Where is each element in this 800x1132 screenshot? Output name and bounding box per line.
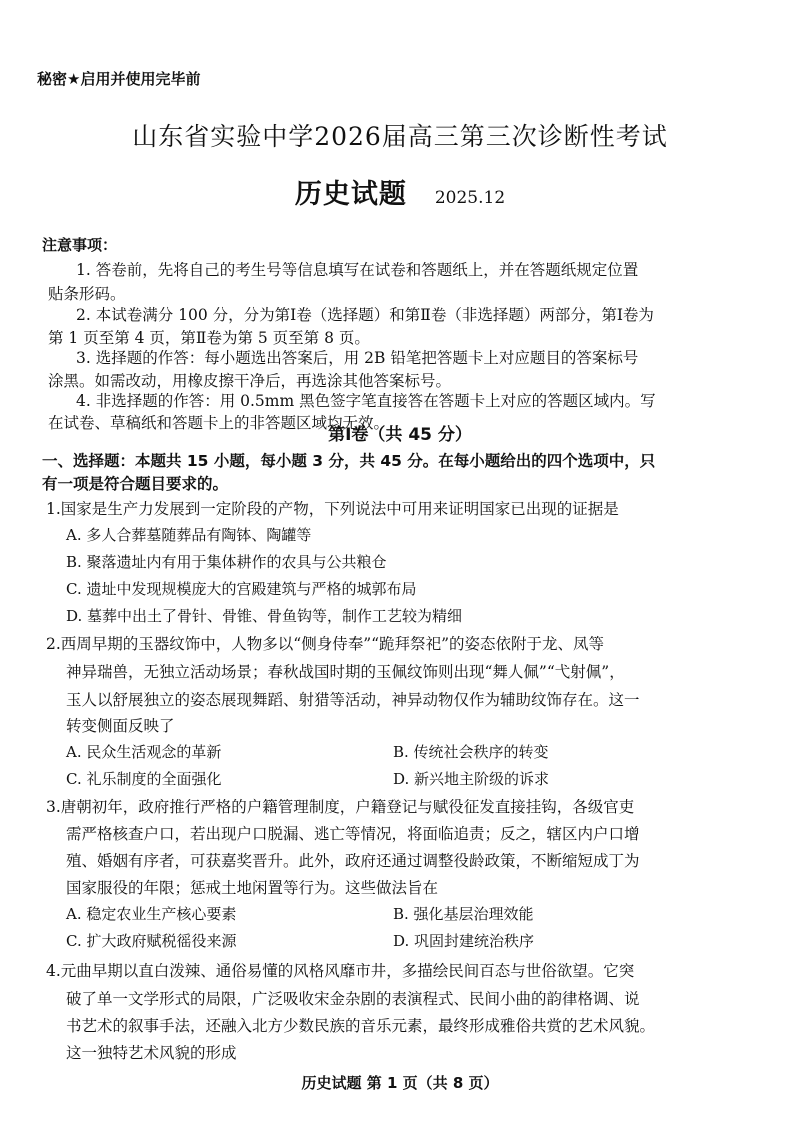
notice-line: 4. 非选择题的作答：用 0.5mm 黑色签字笔直接答在答题卡上对应的答题区域内。写	[76, 392, 656, 410]
question-4-stem: 4.元曲早期以直白泼辣、通俗易懂的风格风靡市井，多描绘民间百态与世俗欲望。它突	[46, 962, 635, 980]
confidential-label: 秘密★启用并使用完毕前	[37, 70, 201, 88]
notice-line: 第 1 页至第 4 页，第Ⅱ卷为第 5 页至第 8 页。	[48, 329, 370, 347]
notice-line: 2. 本试卷满分 100 分，分为第Ⅰ卷（选择题）和第Ⅱ卷（非选择题）两部分，第Ⅰ卷为	[76, 306, 654, 324]
question-2-option-c: C. 礼乐制度的全面强化	[66, 770, 222, 788]
question-2-option-d: D. 新兴地主阶级的诉求	[393, 770, 550, 788]
question-4-stem: 书艺术的叙事手法，还融入北方少数民族的音乐元素，最终形成雅俗共赏的艺术风貌。	[66, 1017, 656, 1035]
question-1-option-c: C. 遗址中发现规模庞大的宫殿建筑与严格的城郭布局	[66, 580, 417, 598]
notice-line: 在试卷、草稿纸和答题卡上的非答题区域均无效。	[48, 414, 390, 432]
question-1-option-b: B. 聚落遗址内有用于集体耕作的农具与公共粮仓	[66, 553, 387, 571]
question-4-stem: 破了单一文学形式的局限，广泛吸收宋金杂剧的表演程式、民间小曲的韵律格调、说	[66, 990, 640, 1008]
question-2-option-a: A. 民众生活观念的革新	[66, 743, 222, 761]
question-2-stem: 玉人以舒展独立的姿态展现舞蹈、射猎等活动，神异动物仅作为辅助纹饰存在。这一	[66, 691, 640, 709]
question-2-stem: 神异瑞兽，无独立活动场景；春秋战国时期的玉佩纹饰则出现“舞人佩”“弋射佩”，	[66, 663, 625, 681]
question-3-option-b: B. 强化基层治理效能	[393, 905, 534, 923]
section-title: 第Ⅰ卷（共 45 分）	[328, 425, 472, 445]
question-2-stem: 2.西周早期的玉器纹饰中，人物多以“侧身侍奉”“跪拜祭祀”的姿态依附于龙、凤等	[46, 635, 604, 653]
question-3-option-d: D. 巩固封建统治秩序	[393, 932, 535, 950]
notice-heading: 注意事项：	[42, 236, 118, 254]
question-1-option-a: A. 多人合葬墓随葬品有陶钵、陶罐等	[66, 526, 312, 544]
question-3-stem: 殖、婚姻有序者，可获嘉奖晋升。此外，政府还通过调整役龄政策，不断缩短成丁为	[66, 852, 640, 870]
notice-line: 贴条形码。	[48, 285, 126, 303]
subject-row	[0, 172, 800, 211]
question-2-stem: 转变侧面反映了	[66, 717, 175, 735]
question-3-stem: 3.唐朝初年，政府推行严格的户籍管理制度，户籍登记与赋役征发直接挂钩，各级官吏	[46, 798, 635, 816]
notice-line: 1. 答卷前，先将自己的考生号等信息填写在试卷和答题纸上，并在答题纸规定位置	[76, 261, 639, 279]
question-1-stem: 1.国家是生产力发展到一定阶段的产物，下列说法中可用来证明国家已出现的证据是	[46, 500, 619, 518]
page-footer: 历史试题 第 1 页（共 8 页）	[301, 1074, 499, 1092]
section-instruction: 一、选择题：本题共 15 小题，每小题 3 分，共 45 分。在每小题给出的四个选项中，只	[42, 452, 656, 470]
question-3-stem: 国家服役的年限；惩戒土地闲置等行为。这些做法旨在	[66, 879, 439, 897]
question-4-stem: 这一独特艺术风貌的形成	[66, 1044, 237, 1062]
question-2-option-b: B. 传统社会秩序的转变	[393, 743, 549, 761]
exam-date: 2025.12	[434, 188, 506, 208]
notice-line: 涂黑。如需改动，用橡皮擦干净后，再选涂其他答案标号。	[48, 372, 452, 390]
question-3-option-a: A. 稳定农业生产核心要素	[66, 905, 237, 923]
notice-line: 3. 选择题的作答：每小题选出答案后，用 2B 铅笔把答题卡上对应题目的答案标号	[76, 349, 639, 367]
question-1-option-d: D. 墓葬中出土了骨针、骨锥、骨鱼钩等，制作工艺较为精细	[66, 607, 463, 625]
question-3-stem: 需严格核查户口，若出现户口脱漏、逃亡等情况，将面临追责；反之，辖区内户口增	[66, 825, 640, 843]
question-3-option-c: C. 扩大政府赋税徭役来源	[66, 932, 237, 950]
section-instruction: 有一项是符合题目要求的。	[42, 475, 229, 493]
exam-title: 山东省实验中学2026届高三第三次诊断性考试	[132, 122, 668, 151]
subject-title: 历史试题	[294, 179, 407, 210]
